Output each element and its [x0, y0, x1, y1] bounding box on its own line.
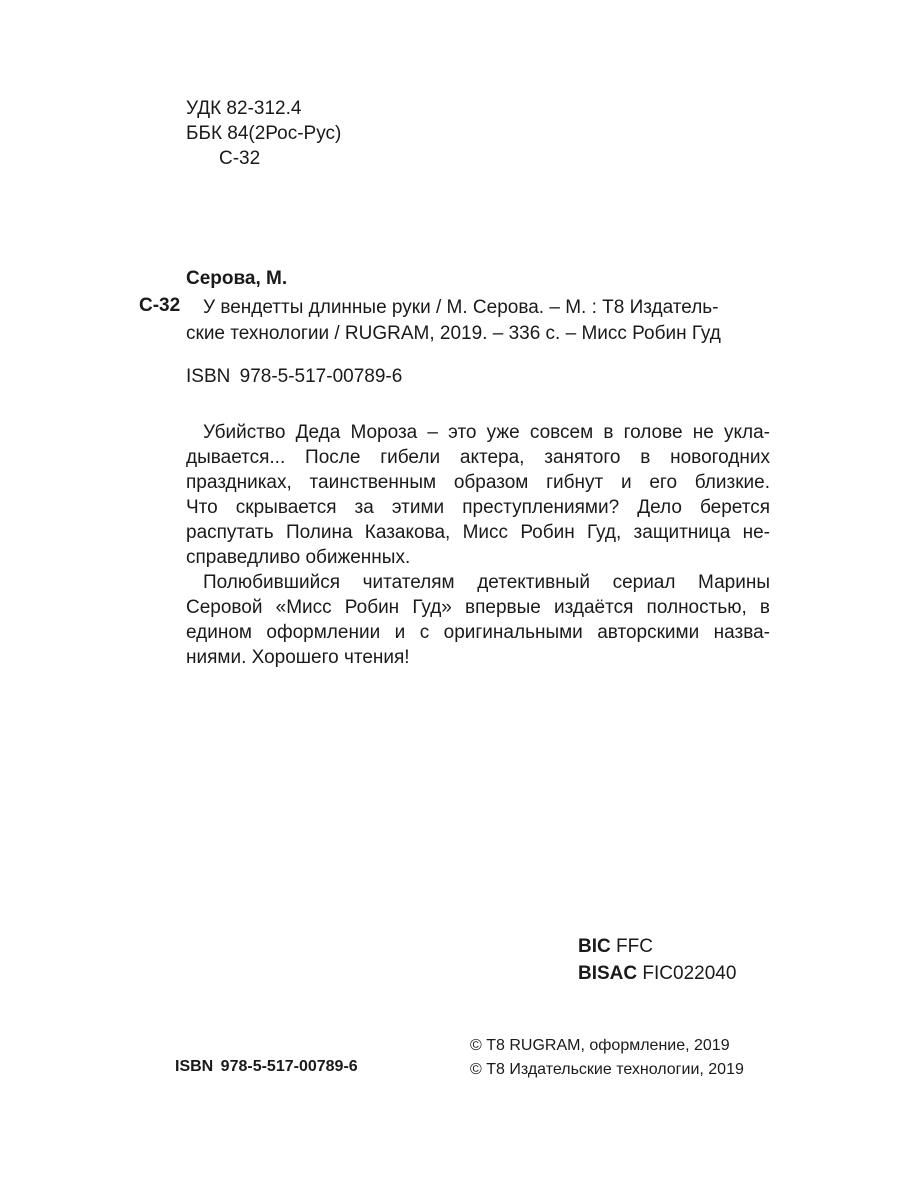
bibliographic-description	[186, 295, 721, 347]
isbn-entry: ISBN 978-5-517-00789-6	[186, 366, 403, 387]
bbk-code: ББК 84(2Рос-Рус)	[186, 123, 342, 144]
bic-code	[578, 933, 736, 960]
copyright-block	[470, 1034, 744, 1082]
annotation-line: справедливо обиженных.	[186, 547, 411, 568]
bisac-code	[578, 960, 736, 987]
classification-block	[186, 96, 341, 171]
annotation-line: едином оформлении и с оригинальными авторскими назва-	[186, 622, 770, 643]
author-mark: С-32	[219, 148, 261, 169]
subject-codes	[578, 933, 736, 987]
author-name: Серова, М.	[186, 268, 288, 289]
annotation-line: ниями. Хорошего чтения!	[186, 647, 410, 668]
annotation-line: дывается... После гибели актера, занятого в новогодних	[186, 447, 770, 468]
annotation-line: Убийство Деда Мороза – это уже совсем в голове не укла-	[203, 422, 770, 443]
bisac-value: FIC022040	[642, 963, 737, 984]
biblio-line-1: У вендетты длинные руки / М. Серова. – М. : Т8 Издатель-	[203, 297, 719, 318]
bic-label: BIC	[578, 936, 611, 957]
annotation-line: Полюбившийся читателям детективный сериал Марины	[203, 572, 770, 593]
annotation-line: распутать Полина Казакова, Мисс Робин Гуд, защитница не-	[186, 522, 770, 543]
annotation-paragraph-2	[186, 570, 770, 670]
copyright-publisher: © Т8 Издательские технологии, 2019	[470, 1061, 744, 1078]
bisac-label: BISAC	[578, 963, 638, 984]
annotation-paragraph-1	[186, 420, 770, 570]
udk-code: УДК 82-312.4	[186, 98, 302, 119]
biblio-line-2: ские технологии / RUGRAM, 2019. – 336 с. – Мисс Робин Гуд	[186, 323, 721, 344]
annotation-line: праздниках, таинственным образом гибнут и его близкие.	[186, 472, 770, 493]
author-mark-bold: С-32	[139, 295, 181, 316]
annotation-line: Что скрывается за этими преступлениями? Дело берется	[186, 497, 770, 518]
isbn-footer: ISBN 978-5-517-00789-6	[175, 1058, 358, 1075]
bic-value: FFC	[616, 936, 653, 957]
annotation-line: Серовой «Мисс Робин Гуд» впервые издаётся полностью, в	[186, 597, 770, 618]
copyright-design: © Т8 RUGRAM, оформление, 2019	[470, 1037, 730, 1054]
